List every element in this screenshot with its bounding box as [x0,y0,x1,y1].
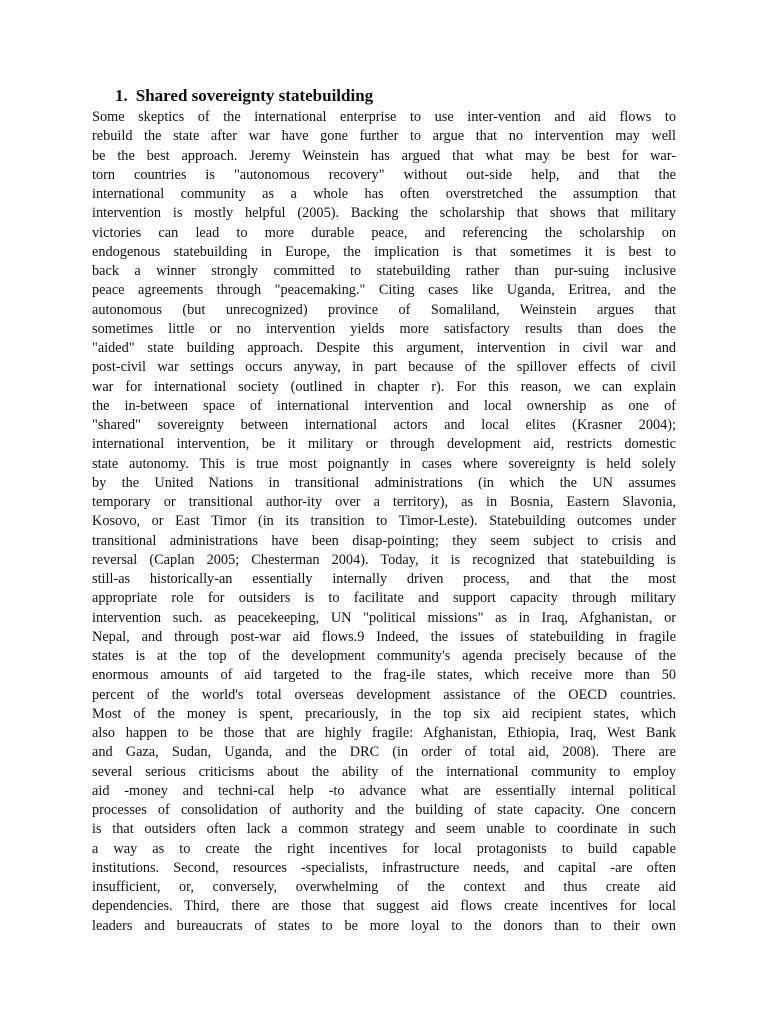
text-line: a way as to create the right incentives for local protagonists to build capable [92,840,676,857]
text-line: enormous amounts of aid targeted to the frag-ile states, which receive more than 50 [92,667,676,684]
text-line: international community as a whole has often overstretched the assumption that [92,186,676,202]
text-line: and Gaza, Sudan, Uganda, and the DRC (in order of total aid, 2008). There are [92,744,676,761]
text-line: reversal (Caplan 2005; Chesterman 2004). Today, it is recognized that statebuilding is [92,551,676,568]
text-line: rebuild the state after war have gone further to argue that no intervention may well [92,128,676,145]
text-line: temporary or transitional author-ity over a territory), as in Bosnia, Eastern Slavonia, [92,494,676,510]
text-line: appropriate role for outsiders is to facilitate and support capacity through military [92,590,676,607]
text-line: several serious criticisms about the ability of the international community to employ [92,763,676,780]
text-line: aid -money and techni-cal help -to advance what are essentially internal political [92,782,676,799]
text-line: institutions. Second, resources -specialists, infrastructure needs, and capital -are often [92,859,676,876]
text-line: Some skeptics of the international enterprise to use inter-vention and aid flows to [92,109,676,125]
section-title: Shared sovereignty statebuilding [135,86,374,105]
section-heading [115,84,373,108]
text-line: be the best approach. Jeremy Weinstein has argued that what may be best for war- [92,147,676,164]
text-line: intervention is mostly helpful (2005). Backing the scholarship that shows that military [92,205,676,222]
body-paragraph [92,108,676,936]
text-line: processes of consolidation of authority and the building of state capacity. One concern [92,802,676,818]
text-line: insufficient, or, conversely, overwhelming of the context and thus create aid [92,879,676,895]
text-line: peace agreements through "peacemaking." Citing cases like Uganda, Eritrea, and the [92,282,676,299]
text-line: states is at the top of the development community's agenda precisely because of the [92,648,676,664]
text-line: the in-between space of international intervention and local ownership as one of [92,397,676,414]
text-line: transitional administrations have been disap-pointing; they seem subject to crisis and [92,532,676,549]
text-line: also happen to be those that are highly fragile: Afghanistan, Ethiopia, Iraq, West Bank [92,725,676,741]
text-line: percent of the world's total overseas development assistance of the OECD countries. [92,686,676,703]
text-line: post-civil war settings occurs anyway, in part because of the spillover effects of civil [92,359,676,376]
text-line: victories can lead to more durable peace, and referencing the scholarship on [92,224,676,241]
text-line: war for international society (outlined in chapter r). For this reason, we can explain [92,378,676,395]
section-number: 1. [115,86,128,105]
text-line: Most of the money is spent, precariously, in the top six aid recipient states, which [92,705,676,722]
text-line: international intervention, be it military or through development aid, restricts domestic [92,436,676,453]
text-line: torn countries is "autonomous recovery" without out-side help, and that the [92,166,676,183]
text-line: dependencies. Third, there are those that suggest aid flows create incentives for local [92,898,676,915]
text-line: by the United Nations in transitional administrations (in which the UN assumes [92,474,676,491]
text-line: still-as historically-an essentially internally driven process, and that the most [92,571,676,587]
text-line: Kosovo, or East Timor (in its transition to Timor-Leste). Statebuilding outcomes under [92,513,676,530]
text-line: "aided" state building approach. Despite this argument, intervention in civil war and [92,340,676,356]
text-line: is that outsiders often lack a common strategy and seem unable to coordinate in such [92,821,676,838]
text-line: state autonomy. This is true most poignantly in cases where sovereignty is held solely [92,455,676,472]
text-line: Nepal, and through post-war aid flows.9 Indeed, the issues of statebuilding in fragile [92,628,676,645]
text-line: leaders and bureaucrats of states to be more loyal to the donors than to their own [92,917,676,934]
text-line: endogenous statebuilding in Europe, the implication is that sometimes it is best to [92,243,676,260]
text-line: sometimes little or no intervention yields more satisfactory results than does the [92,320,676,337]
text-line: intervention such. as peacekeeping, UN "political missions" as in Iraq, Afghanistan, or [92,609,676,626]
text-line: "shared" sovereignty between international actors and local elites (Krasner 2004); [92,417,676,433]
text-line: back a winner strongly committed to statebuilding rather than pur-suing inclusive [92,263,676,279]
text-line: autonomous (but unrecognized) province of Somaliland, Weinstein argues that [92,301,676,318]
